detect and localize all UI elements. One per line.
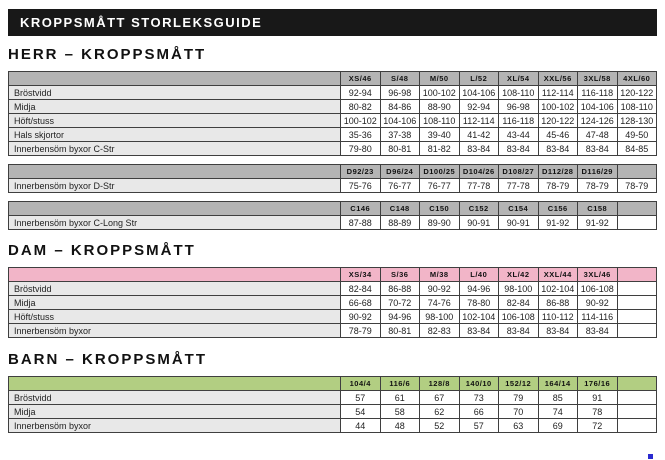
size-header-cell: M/38 <box>420 268 460 282</box>
measurement-value <box>617 310 657 324</box>
measurement-row <box>9 86 657 100</box>
measurement-value: 100-102 <box>420 86 460 100</box>
size-header-row <box>9 202 657 216</box>
size-header-row <box>9 377 657 391</box>
measurement-value: 41-42 <box>459 128 499 142</box>
measurement-value: 84-86 <box>380 100 420 114</box>
measurement-value: 83-84 <box>499 324 539 338</box>
size-header-cell: XS/34 <box>341 268 381 282</box>
measurement-value: 104-106 <box>578 100 618 114</box>
measurement-label: Innerbensöm byxor D-Str <box>9 179 341 193</box>
measurement-value: 54 <box>341 405 381 419</box>
measurement-row <box>9 310 657 324</box>
barn-size-table <box>8 376 657 433</box>
measurement-value: 104-106 <box>459 86 499 100</box>
section-barn <box>0 351 665 433</box>
size-header-cell <box>617 202 657 216</box>
measurement-value: 75-76 <box>341 179 381 193</box>
measurement-value: 88-90 <box>420 100 460 114</box>
measurement-value: 81-82 <box>420 142 460 156</box>
measurement-value: 90-91 <box>459 216 499 230</box>
measurement-value: 87-88 <box>341 216 381 230</box>
measurement-value: 90-92 <box>578 296 618 310</box>
measurement-row <box>9 296 657 310</box>
measurement-value: 85 <box>538 391 578 405</box>
measurement-value: 104-106 <box>380 114 420 128</box>
measurement-value: 96-98 <box>499 100 539 114</box>
measurement-value: 91-92 <box>538 216 578 230</box>
measurement-value: 106-108 <box>499 310 539 324</box>
measurement-value: 74 <box>538 405 578 419</box>
measurement-label: Höft/stuss <box>9 114 341 128</box>
measurement-value <box>617 419 657 433</box>
size-header-cell: XXL/44 <box>538 268 578 282</box>
measurement-label: Innerbensöm byxor C-Str <box>9 142 341 156</box>
label-column-header <box>9 72 341 86</box>
measurement-value: 78-80 <box>459 296 499 310</box>
measurement-value <box>617 405 657 419</box>
measurement-label: Hals skjortor <box>9 128 341 142</box>
measurement-value: 72 <box>578 419 618 433</box>
measurement-value: 61 <box>380 391 420 405</box>
measurement-value: 90-92 <box>341 310 381 324</box>
measurement-value: 98-100 <box>420 310 460 324</box>
measurement-value: 63 <box>499 419 539 433</box>
measurement-value: 110-112 <box>538 310 578 324</box>
size-header-cell: XL/54 <box>499 72 539 86</box>
measurement-value: 112-114 <box>459 114 499 128</box>
size-header-cell: D100/25 <box>420 165 460 179</box>
size-header-row <box>9 165 657 179</box>
size-header-cell: 164/14 <box>538 377 578 391</box>
measurement-value: 79 <box>499 391 539 405</box>
size-header-cell: D112/28 <box>538 165 578 179</box>
size-header-cell: M/50 <box>420 72 460 86</box>
measurement-value: 83-84 <box>499 142 539 156</box>
measurement-value: 82-84 <box>499 296 539 310</box>
measurement-value <box>617 296 657 310</box>
measurement-row <box>9 100 657 114</box>
measurement-value: 76-77 <box>420 179 460 193</box>
section-herr <box>0 46 665 230</box>
measurement-value: 83-84 <box>459 324 499 338</box>
measurement-label: Midja <box>9 100 341 114</box>
measurement-value: 116-118 <box>499 114 539 128</box>
size-guide-page <box>0 9 665 460</box>
measurement-value: 43-44 <box>499 128 539 142</box>
size-header-cell: XXL/56 <box>538 72 578 86</box>
measurement-value: 77-78 <box>459 179 499 193</box>
measurement-value: 120-122 <box>538 114 578 128</box>
size-header-cell: C146 <box>341 202 381 216</box>
measurement-label: Innerbensöm byxor <box>9 419 341 433</box>
measurement-value: 80-81 <box>380 324 420 338</box>
measurement-value: 98-100 <box>499 282 539 296</box>
measurement-label: Midja <box>9 405 341 419</box>
measurement-value: 83-84 <box>459 142 499 156</box>
measurement-value: 37-38 <box>380 128 420 142</box>
measurement-value: 91-92 <box>578 216 618 230</box>
measurement-row <box>9 114 657 128</box>
measurement-row <box>9 216 657 230</box>
size-header-cell: 116/6 <box>380 377 420 391</box>
measurement-value: 57 <box>459 419 499 433</box>
measurement-label: Bröstvidd <box>9 391 341 405</box>
size-header-cell: D116/29 <box>578 165 618 179</box>
measurement-value: 83-84 <box>578 142 618 156</box>
measurement-value: 70 <box>499 405 539 419</box>
measurement-value: 67 <box>420 391 460 405</box>
section-heading-barn: BARN – KROPPSMÅTT <box>8 351 208 368</box>
measurement-row <box>9 324 657 338</box>
label-column-header <box>9 165 341 179</box>
measurement-value: 94-96 <box>380 310 420 324</box>
size-header-cell: L/52 <box>459 72 499 86</box>
measurement-row <box>9 282 657 296</box>
measurement-value: 82-83 <box>420 324 460 338</box>
measurement-value: 83-84 <box>538 142 578 156</box>
measurement-value: 124-126 <box>578 114 618 128</box>
measurement-value: 88-89 <box>380 216 420 230</box>
measurement-label: Innerbensöm byxor C-Long Str <box>9 216 341 230</box>
label-column-header <box>9 268 341 282</box>
section-heading-dam: DAM – KROPPSMÅTT <box>8 242 196 259</box>
size-header-cell: C148 <box>380 202 420 216</box>
measurement-value: 82-84 <box>341 282 381 296</box>
size-header-cell: 4XL/60 <box>617 72 657 86</box>
measurement-value: 44 <box>341 419 381 433</box>
title-bar <box>8 9 657 36</box>
size-header-cell: 128/8 <box>420 377 460 391</box>
measurement-value: 70-72 <box>380 296 420 310</box>
measurement-value: 76-77 <box>380 179 420 193</box>
size-header-cell <box>617 268 657 282</box>
measurement-value: 92-94 <box>341 86 381 100</box>
size-header-cell: D108/27 <box>499 165 539 179</box>
measurement-value: 84-85 <box>617 142 657 156</box>
measurement-row <box>9 142 657 156</box>
measurement-label: Bröstvidd <box>9 282 341 296</box>
measurement-value: 79-80 <box>341 142 381 156</box>
size-header-cell: 3XL/46 <box>578 268 618 282</box>
size-header-cell: C156 <box>538 202 578 216</box>
measurement-value: 108-110 <box>617 100 657 114</box>
measurement-value: 128-130 <box>617 114 657 128</box>
measurement-value: 92-94 <box>459 100 499 114</box>
size-header-cell: S/36 <box>380 268 420 282</box>
size-header-cell: S/48 <box>380 72 420 86</box>
size-header-cell: 176/16 <box>578 377 618 391</box>
size-header-cell: C154 <box>499 202 539 216</box>
size-header-cell: 3XL/58 <box>578 72 618 86</box>
herr-clong-size-table <box>8 201 657 230</box>
size-header-cell: D104/26 <box>459 165 499 179</box>
measurement-row <box>9 419 657 433</box>
measurement-value: 49-50 <box>617 128 657 142</box>
measurement-value: 78-79 <box>341 324 381 338</box>
measurement-value: 66-68 <box>341 296 381 310</box>
measurement-value: 57 <box>341 391 381 405</box>
blue-dot-artifact <box>648 454 653 459</box>
measurement-value <box>617 216 657 230</box>
measurement-value: 112-114 <box>538 86 578 100</box>
measurement-value: 108-110 <box>420 114 460 128</box>
measurement-value: 48 <box>380 419 420 433</box>
dam-size-table <box>8 267 657 338</box>
measurement-value: 78-79 <box>578 179 618 193</box>
measurement-value: 78 <box>578 405 618 419</box>
measurement-value: 78-79 <box>538 179 578 193</box>
size-header-cell: C150 <box>420 202 460 216</box>
measurement-value <box>617 282 657 296</box>
measurement-value: 80-81 <box>380 142 420 156</box>
measurement-value: 39-40 <box>420 128 460 142</box>
size-header-cell: D96/24 <box>380 165 420 179</box>
size-header-cell <box>617 165 657 179</box>
measurement-value: 120-122 <box>617 86 657 100</box>
measurement-value: 102-104 <box>538 282 578 296</box>
measurement-value: 80-82 <box>341 100 381 114</box>
section-dam <box>0 242 665 338</box>
size-header-cell: C158 <box>578 202 618 216</box>
size-header-row <box>9 268 657 282</box>
measurement-value: 100-102 <box>538 100 578 114</box>
measurement-value: 83-84 <box>578 324 618 338</box>
size-header-cell: L/40 <box>459 268 499 282</box>
measurement-label: Midja <box>9 296 341 310</box>
measurement-value: 86-88 <box>538 296 578 310</box>
measurement-row <box>9 128 657 142</box>
herr-dstr-size-table <box>8 164 657 193</box>
measurement-label: Höft/stuss <box>9 310 341 324</box>
size-header-cell: 140/10 <box>459 377 499 391</box>
measurement-value: 89-90 <box>420 216 460 230</box>
measurement-value: 78-79 <box>617 179 657 193</box>
size-header-cell: 104/4 <box>341 377 381 391</box>
measurement-value: 86-88 <box>380 282 420 296</box>
measurement-value: 102-104 <box>459 310 499 324</box>
herr-main-size-table <box>8 71 657 156</box>
page-title: KROPPSMÅTT STORLEKSGUIDE <box>20 15 263 30</box>
measurement-value: 108-110 <box>499 86 539 100</box>
label-column-header <box>9 202 341 216</box>
size-header-row <box>9 72 657 86</box>
label-column-header <box>9 377 341 391</box>
measurement-row <box>9 391 657 405</box>
measurement-row <box>9 405 657 419</box>
size-header-cell: 152/12 <box>499 377 539 391</box>
measurement-value: 69 <box>538 419 578 433</box>
measurement-value: 94-96 <box>459 282 499 296</box>
size-header-cell <box>617 377 657 391</box>
measurement-value: 74-76 <box>420 296 460 310</box>
measurement-value: 35-36 <box>341 128 381 142</box>
measurement-value: 106-108 <box>578 282 618 296</box>
section-heading-herr: HERR – KROPPSMÅTT <box>8 46 207 63</box>
measurement-value: 83-84 <box>538 324 578 338</box>
measurement-value: 66 <box>459 405 499 419</box>
measurement-label: Bröstvidd <box>9 86 341 100</box>
measurement-value: 45-46 <box>538 128 578 142</box>
measurement-value <box>617 391 657 405</box>
measurement-value: 116-118 <box>578 86 618 100</box>
measurement-value: 62 <box>420 405 460 419</box>
size-header-cell: D92/23 <box>341 165 381 179</box>
measurement-value: 91 <box>578 391 618 405</box>
measurement-value: 52 <box>420 419 460 433</box>
measurement-value: 73 <box>459 391 499 405</box>
measurement-value: 90-92 <box>420 282 460 296</box>
measurement-value: 90-91 <box>499 216 539 230</box>
size-header-cell: C152 <box>459 202 499 216</box>
measurement-value: 96-98 <box>380 86 420 100</box>
size-header-cell: XL/42 <box>499 268 539 282</box>
measurement-row <box>9 179 657 193</box>
measurement-value <box>617 324 657 338</box>
measurement-value: 114-116 <box>578 310 618 324</box>
measurement-value: 100-102 <box>341 114 381 128</box>
measurement-value: 47-48 <box>578 128 618 142</box>
measurement-value: 77-78 <box>499 179 539 193</box>
measurement-value: 58 <box>380 405 420 419</box>
measurement-label: Innerbensöm byxor <box>9 324 341 338</box>
size-header-cell: XS/46 <box>341 72 381 86</box>
